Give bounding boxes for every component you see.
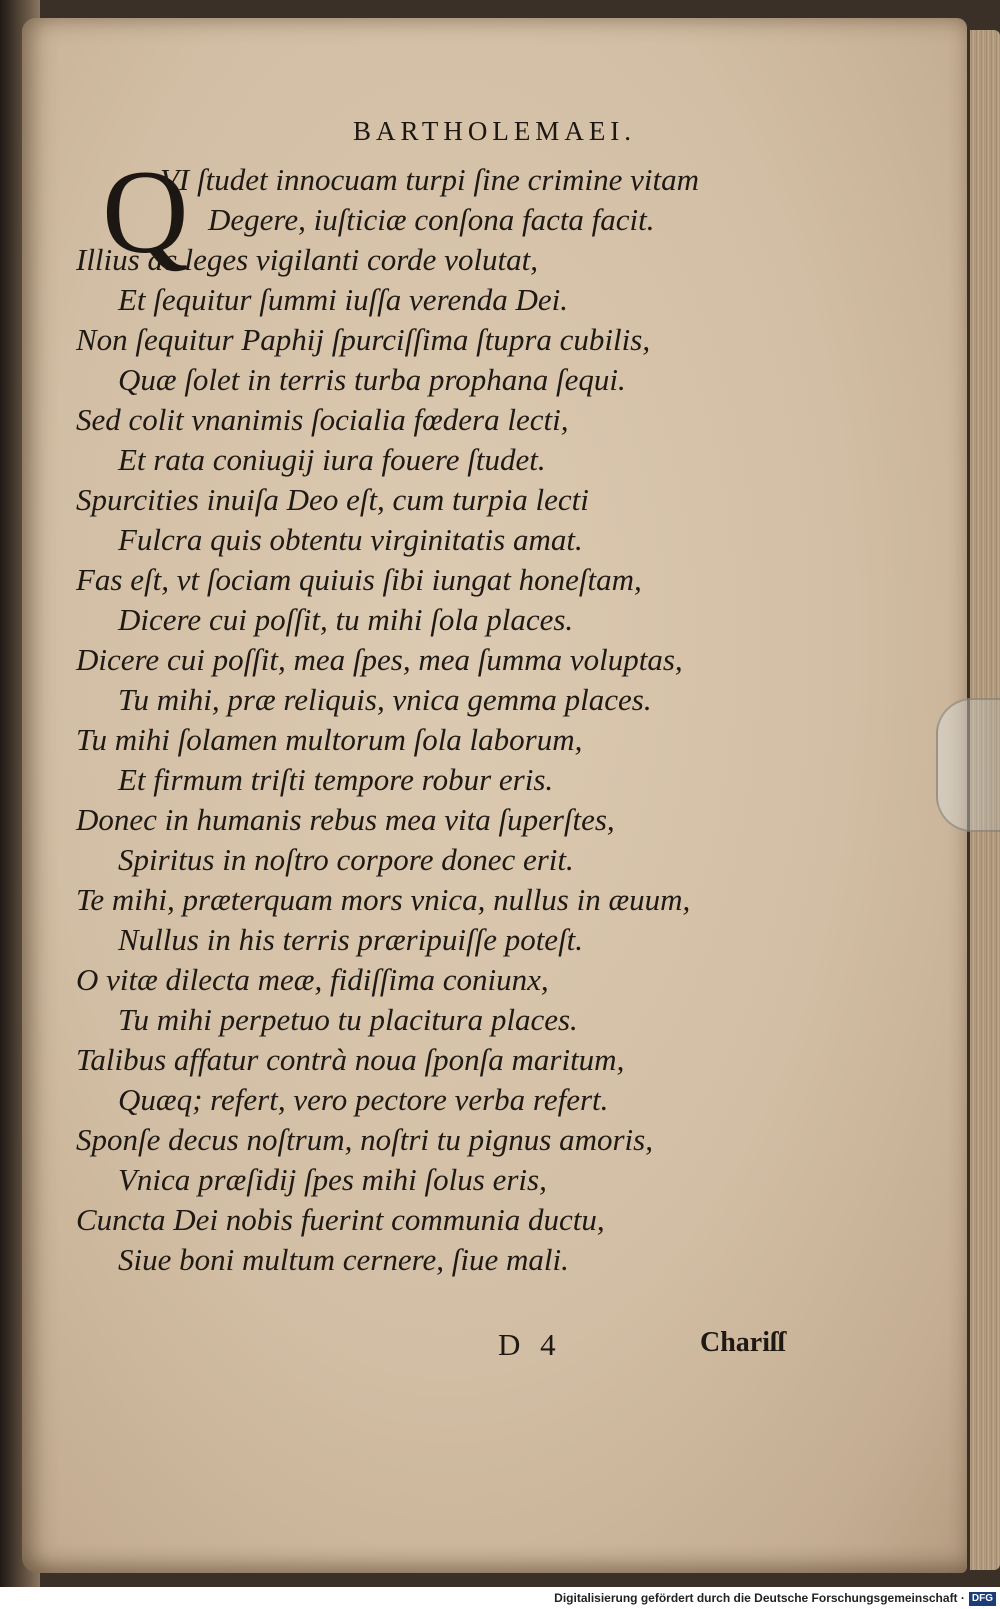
verse-line: Illius ac leges vigilanti corde volutat, xyxy=(76,242,539,277)
verse-line: Vnica præſidij ſpes mihi ſolus eris, xyxy=(118,1162,547,1197)
running-header: BARTHOLEMAEI. xyxy=(352,116,637,146)
verse-line: Non ſequitur Paphij ſpurciſſima ſtupra cubilis, xyxy=(76,322,651,357)
signature-mark: D 4 xyxy=(498,1327,562,1362)
verse-line: Spurcities inuiſa Deo eſt, cum turpia lecti xyxy=(76,482,589,517)
verse-line: Degere, iuſticiæ conſona facta facit. xyxy=(208,202,655,237)
verse-line: VI ſtudet innocuam turpi ſine crimine vitam xyxy=(160,162,699,197)
verse-line: Dicere cui poſſit, mea ſpes, mea ſumma voluptas, xyxy=(76,642,683,677)
footer-credit: Digitalisierung gefördert durch die Deutsche Forschungsgemeinschaft · xyxy=(554,1591,965,1605)
verse-line: Et firmum triſti tempore robur eris. xyxy=(118,762,554,797)
verse-line: Cuncta Dei nobis fuerint communia ductu, xyxy=(76,1202,605,1237)
verse-line: Dicere cui poſſit, tu mihi ſola places. xyxy=(118,602,574,637)
verse-line: Donec in humanis rebus mea vita ſuperſtes, xyxy=(76,802,615,837)
verse-line: Sed colit vnanimis ſocialia fœdera lecti, xyxy=(76,402,569,437)
verse-line: Spiritus in noſtro corpore donec erit. xyxy=(118,842,574,877)
verse-line: Quæ ſolet in terris turba prophana ſequi. xyxy=(118,362,626,397)
book-page xyxy=(22,18,967,1573)
drop-cap: Q xyxy=(102,145,189,278)
verse-line: Tu mihi perpetuo tu placitura places. xyxy=(118,1002,578,1037)
verse-line: Fas eſt, vt ſociam quiuis ſibi iungat honeſtam, xyxy=(76,562,642,597)
verse-line: O vitæ dilecta meæ, fidiſſima coniunx, xyxy=(76,962,549,997)
verse-line: Tu mihi ſolamen multorum ſola laborum, xyxy=(76,722,583,757)
verse-line: Quæq; refert, vero pectore verba refert. xyxy=(118,1082,609,1117)
verse-line: Et rata coniugij iura fouere ſtudet. xyxy=(118,442,546,477)
verse-line: Siue boni multum cernere, ſiue mali. xyxy=(118,1242,569,1277)
page-clip xyxy=(936,698,1000,832)
verse-line: Nullus in his terris præripuiſſe poteſt. xyxy=(118,922,584,957)
dfg-logo-icon: DFG xyxy=(969,1592,996,1606)
verse-line: Talibus affatur contrà noua ſponſa maritum, xyxy=(76,1042,625,1077)
verse-line: Te mihi, præterquam mors vnica, nullus in æuum, xyxy=(76,882,691,917)
verse-line: Sponſe decus noſtrum, noſtri tu pignus amoris, xyxy=(76,1122,653,1157)
verse-line: Et ſequitur ſummi iuſſa verenda Dei. xyxy=(118,282,568,317)
digitization-footer xyxy=(0,1587,1000,1609)
catchword: Chariſſ xyxy=(700,1327,786,1358)
verse-line: Fulcra quis obtentu virginitatis amat. xyxy=(118,522,583,557)
verse-line: Tu mihi, præ reliquis, vnica gemma places. xyxy=(118,682,652,717)
